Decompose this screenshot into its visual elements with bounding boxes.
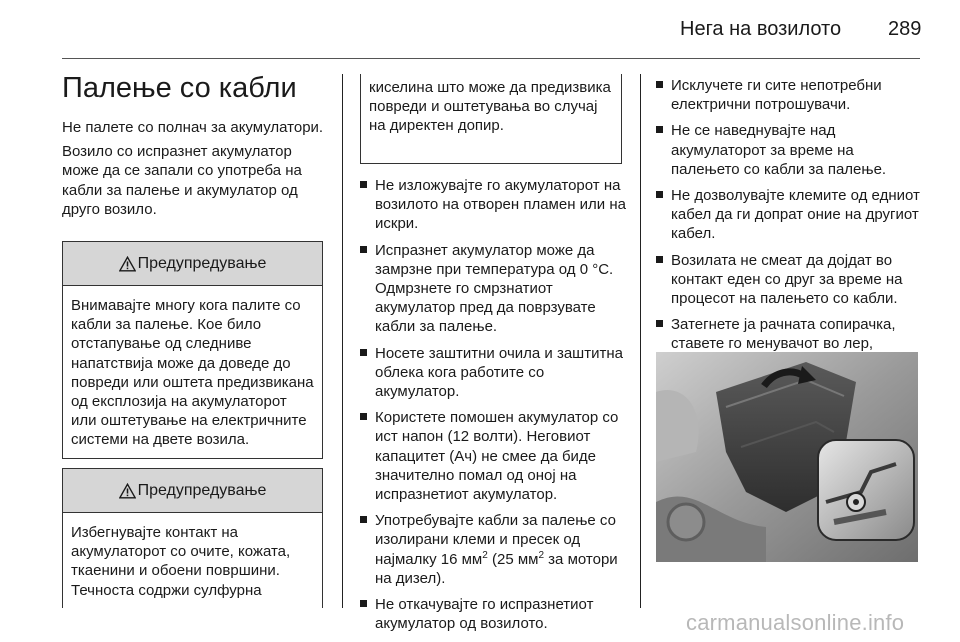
column-divider-2 xyxy=(640,74,641,608)
intro-paragraph-1: Не палете со полнач за акумулатори. xyxy=(62,119,324,136)
warning-box-2 xyxy=(62,468,323,608)
section-title: Палење со кабли xyxy=(62,72,297,104)
header-title: Нега на возилото xyxy=(680,18,842,40)
cable-spec-text: Употребувајте кабли за палење со изолирани клеми и пресек од најмалку 16 мм xyxy=(375,512,616,568)
header-rule xyxy=(62,58,920,59)
column-3-list xyxy=(656,76,920,380)
page-number: 289 xyxy=(888,18,922,40)
battery-illustration xyxy=(656,352,918,562)
cable-spec-text: за мотори на дизел). xyxy=(375,550,618,587)
warning-heading-2: Предупредување xyxy=(137,481,267,499)
warning-continuation-text: киселина што може да предизвика повреди и оштетувања во случај на директен допир. xyxy=(369,79,611,135)
handbrake-text: Затегнете ја рачната сопирачка, ставете го менувачот во лер, xyxy=(671,316,896,353)
cable-spec-text: (25 мм xyxy=(487,550,539,568)
warning-text-2: Избегнувајте контакт на акумулаторот со очите, кожата, ткаенини и обоени површини. Течноста содржи сулфурна xyxy=(71,524,291,599)
warning-box-1 xyxy=(62,241,323,459)
list-item: Испразнет акумулатор може да замрзне при температура од 0 °C. Одмрзнете го смрзнатиот акумулатор пред да поврзувате кабли за палење. xyxy=(360,241,630,337)
superscript: 2 xyxy=(538,549,545,561)
list-item: Не изложувајте го акумулаторот на возилото на отворен пламен или на искри. xyxy=(360,176,630,234)
list-item: Не се наведнувајте над акумулаторот за време на палењето со кабли за палење. xyxy=(656,121,920,179)
warning-heading-1: Предупредување xyxy=(137,254,267,272)
warning-continuation-box xyxy=(360,74,622,164)
intro-paragraph-2: Возило со испразнет акумулатор може да се запали со употреба на кабли за палење и акумулатор од друго возило. xyxy=(62,143,302,218)
superscript: 2 xyxy=(482,549,488,561)
list-item: Исклучете ги сите непотребни електрични потрошувачи. xyxy=(656,76,920,114)
warning-triangle-icon xyxy=(119,483,136,499)
warning-triangle-icon xyxy=(119,256,136,272)
list-item: Не откачувајте го испразнетиот акумулатор од возилото. xyxy=(360,595,630,633)
watermark: carmanualsonline.info xyxy=(686,610,905,635)
warning-text-1: Внимавајте многу кога палите со кабли за палење. Кое било отстапување од следниве напатствија може да доведе до повреди или оштета предизвикана од експлозија на акумулаторот или оштетување на електричните системи на двете возила. xyxy=(71,297,314,449)
column-1 xyxy=(62,118,324,219)
warning-header-1 xyxy=(63,242,322,286)
list-item: Не дозволувајте клемите од едниот кабел да ги допрат оние на другиот кабел. xyxy=(656,186,920,244)
list-item xyxy=(360,511,630,588)
list-item: Носете заштитни очила и заштитна облека кога работите со акумулатор. xyxy=(360,344,630,402)
list-item: Возилата не смеат да дојдат во контакт еден со друг за време на процесот на палењето со кабли. xyxy=(656,251,920,309)
warning-header-2 xyxy=(63,469,322,513)
list-item: Користете помошен акумулатор со ист напон (12 волти). Неговиот капацитет (Ач) не смее да биде значително помал од оној на испразнетиот акумулатор. xyxy=(360,408,630,504)
column-2-list xyxy=(360,176,630,640)
precaution-list-1 xyxy=(360,176,630,633)
precaution-list-2 xyxy=(656,76,920,373)
column-divider-1 xyxy=(342,74,343,608)
